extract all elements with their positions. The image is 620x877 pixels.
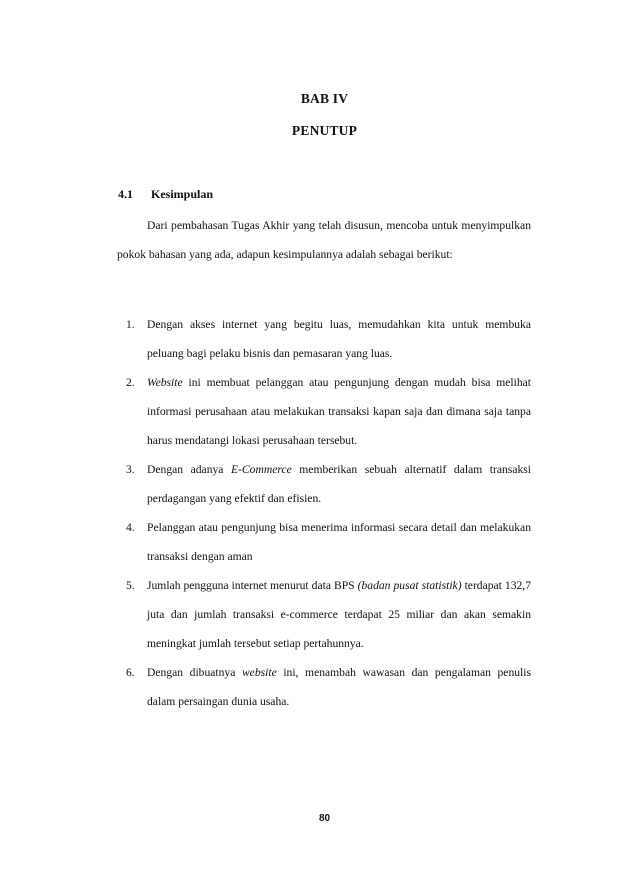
chapter-number: BAB IV bbox=[300, 91, 349, 106]
list-item-text: terdapat 132,7 juta dan jumlah transaksi e-commerce terdapat 25 miliar dan akan semakin meningkat jumlah tersebut setiap pertahunnya. bbox=[147, 579, 532, 650]
list-item-text: ini membuat pelanggan atau pengunjung dengan mudah bisa melihat informasi perusahaan atau melakukan transaksi kapan saja dan dimana saja tanpa harus mendatangi lokasi perusahaan tersebut. bbox=[147, 376, 531, 447]
list-item bbox=[117, 368, 531, 455]
list-item-text: Dengan dibuatnya bbox=[147, 666, 242, 679]
list-item-italic-text: E-Commerce bbox=[230, 463, 292, 476]
list-item-number: 5. bbox=[126, 579, 135, 592]
page-number: 80 bbox=[318, 813, 331, 824]
intro-paragraph: Dari pembahasan Tugas Akhir yang telah disusun, mencoba untuk menyimpulkan pokok bahasan yang ada, adapun kesimpulannya adalah sebagai berikut: bbox=[117, 219, 531, 261]
list-item-number: 1. bbox=[126, 318, 135, 331]
list-item-text: Jumlah pengguna internet menurut data BPS bbox=[147, 579, 358, 592]
list-item-text: Dengan akses internet yang begitu luas, memudahkan kita untuk membuka peluang bagi pelaku bisnis dan pemasaran yang luas. bbox=[147, 318, 531, 360]
list-item-number: 6. bbox=[126, 666, 135, 679]
list-item bbox=[117, 513, 531, 571]
list-item bbox=[117, 658, 531, 716]
section-title: Kesimpulan bbox=[151, 187, 214, 201]
section-number: 4.1 bbox=[118, 187, 133, 201]
list-item-number: 2. bbox=[126, 376, 135, 389]
list-item-text: memberikan sebuah alternatif dalam transaksi perdagangan yang efektif dan efisien. bbox=[147, 463, 531, 505]
conclusion-list bbox=[117, 310, 531, 716]
list-item-text: Dengan adanya bbox=[147, 463, 231, 476]
list-item bbox=[117, 455, 531, 513]
list-item-italic-text: Website bbox=[147, 376, 183, 389]
section-heading bbox=[118, 187, 213, 202]
list-item-italic-text: (badan pusat statistik) bbox=[357, 579, 462, 592]
chapter-title: PENUTUP bbox=[291, 123, 358, 138]
list-item-number: 4. bbox=[126, 521, 135, 534]
list-item bbox=[117, 571, 531, 658]
list-item bbox=[117, 310, 531, 368]
list-item-text: Pelanggan atau pengunjung bisa menerima informasi secara detail dan melakukan transaksi dengan aman bbox=[147, 521, 531, 563]
list-item-text: ini, menambah wawasan dan pengalaman penulis dalam persaingan dunia usaha. bbox=[147, 666, 531, 708]
list-item-number: 3. bbox=[126, 463, 135, 476]
list-item-italic-text: website bbox=[241, 666, 277, 679]
